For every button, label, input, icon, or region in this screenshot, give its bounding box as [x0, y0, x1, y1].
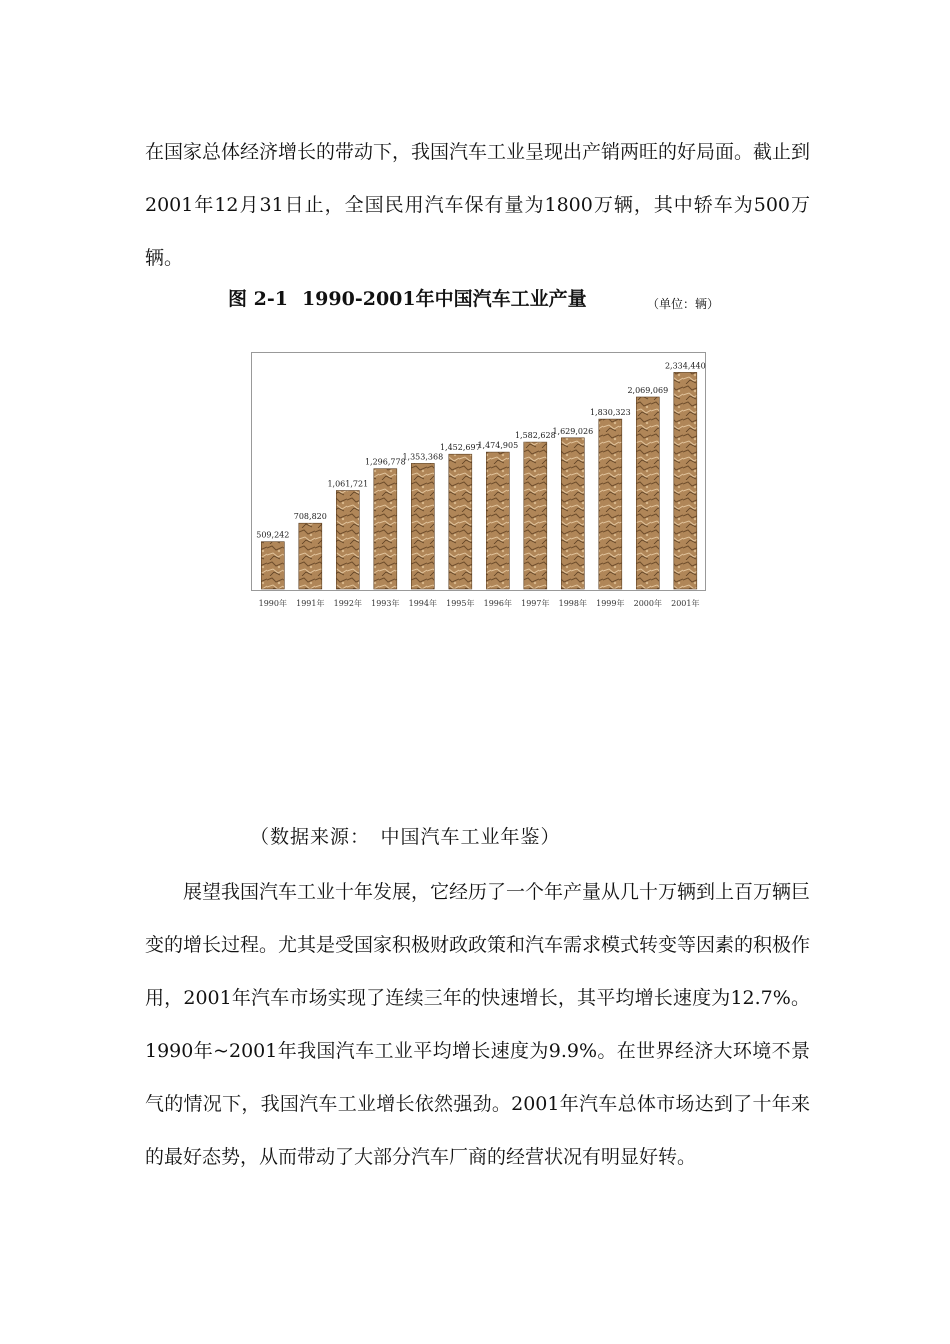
bar-4 — [411, 463, 434, 589]
x-tick-label-4: 1994年 — [408, 599, 437, 608]
value-label-5: 1,452,697 — [439, 443, 481, 453]
bar-6 — [486, 452, 509, 589]
x-tick-label-6: 1996年 — [483, 599, 512, 608]
x-tick-label-1: 1991年 — [296, 599, 325, 608]
value-label-8: 1,629,026 — [552, 426, 594, 436]
bar-7 — [524, 442, 547, 589]
value-label-1: 708,820 — [293, 512, 327, 522]
value-label-0: 509,242 — [256, 530, 290, 540]
x-tick-label-3: 1993年 — [371, 599, 400, 608]
figure-number: 图 2-1 — [228, 288, 288, 310]
x-tick-label-2: 1992年 — [333, 599, 362, 608]
x-tick-label-11: 2001年 — [671, 599, 700, 608]
x-tick-label-9: 1999年 — [596, 599, 625, 608]
value-label-6: 1,474,905 — [477, 441, 519, 451]
bar-1 — [299, 523, 322, 589]
intro-paragraph: 在国家总体经济增长的带动下，我国汽车工业呈现出产销两旺的好局面。截止到2001年12月31日止，全国民用汽车保有量为1800万辆，其中轿车为500万辆。 — [145, 141, 811, 269]
x-tick-label-5: 1995年 — [446, 599, 475, 608]
x-tick-label-7: 1997年 — [521, 599, 550, 608]
figure-title: 1990-2001年中国汽车工业产量 — [301, 288, 587, 310]
x-tick-label-10: 2000年 — [633, 599, 662, 608]
value-label-3: 1,296,778 — [364, 457, 406, 467]
source-note: （数据来源： 中国汽车工业年鉴） — [250, 826, 561, 848]
chart-svg — [251, 352, 706, 614]
value-label-11: 2,334,440 — [664, 361, 706, 371]
figure-caption — [228, 284, 587, 311]
production-bar-chart — [251, 352, 706, 614]
value-label-9: 1,830,323 — [589, 408, 631, 418]
bar-11 — [674, 372, 697, 589]
value-label-7: 1,582,628 — [514, 431, 556, 441]
value-label-10: 2,069,069 — [627, 386, 669, 395]
bar-0 — [261, 542, 284, 589]
value-label-2: 1,061,721 — [327, 479, 369, 489]
bar-8 — [561, 438, 584, 589]
bar-3 — [374, 469, 397, 589]
figure-unit: （单位：辆） — [647, 297, 720, 311]
bar-9 — [599, 419, 622, 589]
value-label-4: 1,353,368 — [402, 452, 444, 462]
bar-10 — [636, 397, 659, 589]
x-tick-label-8: 1998年 — [558, 599, 587, 608]
bar-5 — [449, 454, 472, 589]
outlook-paragraph: 展望我国汽车工业十年发展，它经历了一个年产量从几十万辆到上百万辆巨变的增长过程。尤其是受国家积极财政政策和汽车需求模式转变等因素的积极作用，2001年汽车市场实现了连续三年的快速增长，其平均增长速度为12.7%。1990年~2001年我国汽车工业平均增长速度为9.9%。在世界经济大环境不景气的情况下，我国汽车工业增长依然强劲。2001年汽车总体市场达到了十年来的最好态势，从而带动了大部分汽车厂商的经营状况有明显好转。 — [145, 881, 811, 1168]
x-tick-label-0: 1990年 — [258, 599, 287, 608]
bar-2 — [336, 491, 359, 590]
